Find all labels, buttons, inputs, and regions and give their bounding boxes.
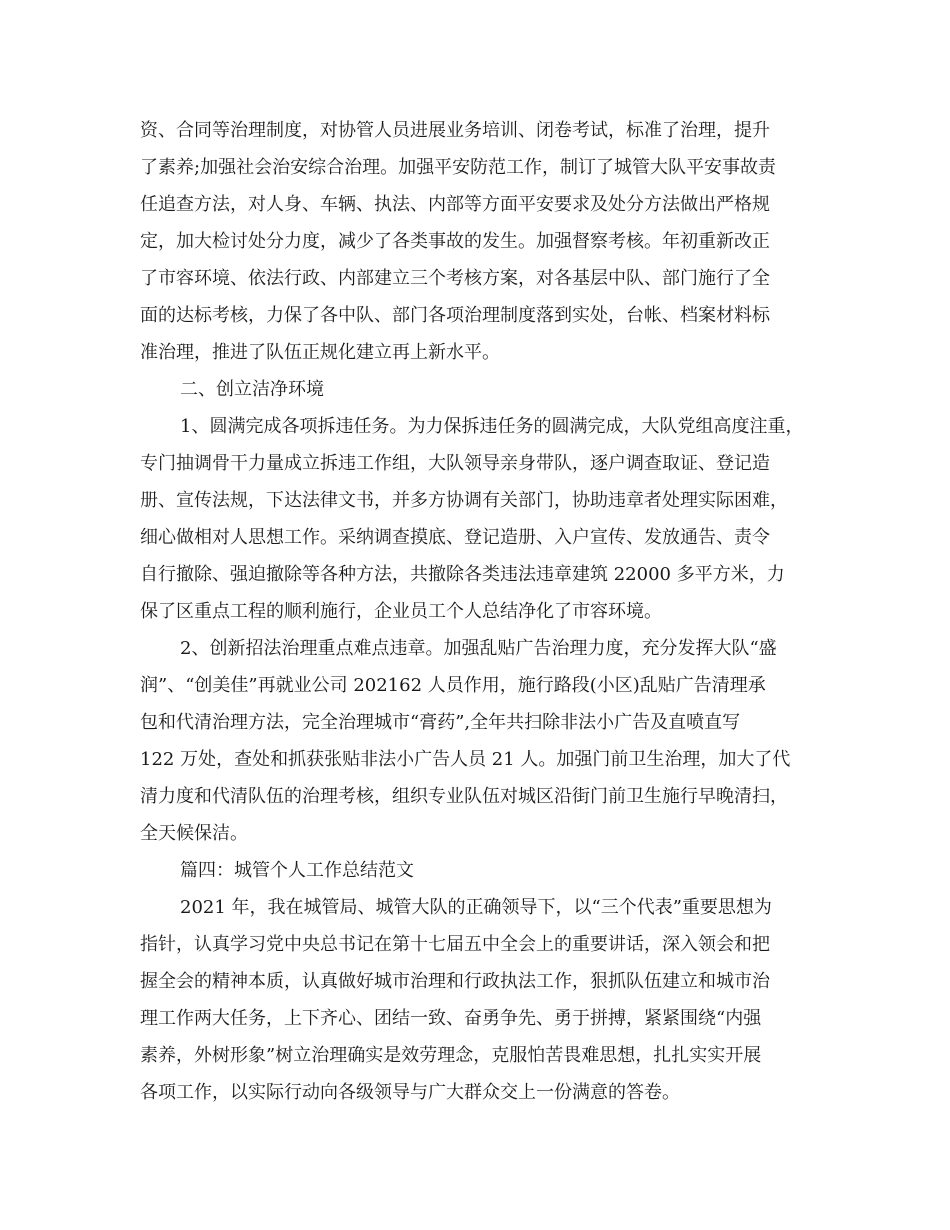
text-line: 专门抽调骨干力量成立拆违工作组，大队领导亲身带队，逐户调查取证、登记造	[140, 453, 770, 474]
text-line: 准治理，推进了队伍正规化建立再上新水平。	[140, 342, 500, 363]
paragraph-first-line: 2、创新招法治理重点难点违章。加强乱贴广告治理力度，充分发挥大队“盛	[180, 638, 777, 659]
text-line: 握全会的精神本质，认真做好城市治理和行政执法工作，狠抓队伍建立和城市治	[140, 971, 770, 992]
text-line: 素养，外树形象”树立治理确实是效劳理念，克服怕苦畏难思想，扎扎实实开展	[140, 1045, 762, 1066]
section-heading: 篇四：城管个人工作总结范文	[180, 860, 414, 881]
paragraph-first-line: 2021 年，我在城管局、城管大队的正确领导下，以“三个代表”重要思想为	[180, 897, 772, 918]
text-line: 定，加大检讨处分力度，减少了各类事故的发生。加强督察考核。年初重新改正	[140, 231, 770, 252]
text-line: 包和代清治理方法，完全治理城市“膏药”,全年共扫除非法小广告及直喷直写	[140, 712, 741, 733]
text-line: 各项工作，以实际行动向各级领导与广大群众交上一份满意的答卷。	[140, 1082, 680, 1103]
text-line: 自行撤除、强迫撤除等各种方法，共撤除各类违法违章建筑 22000 多平方米，力	[140, 564, 785, 585]
text-line: 了素养;加强社会治安综合治理。加强平安防范工作，制订了城管大队平安事故责	[140, 157, 777, 178]
text-line: 细心做相对人思想工作。采纳调查摸底、登记造册、入户宣传、发放通告、责令	[140, 527, 770, 548]
text-line: 资、合同等治理制度，对协管人员进展业务培训、闭卷考试，标准了治理，提升	[140, 120, 770, 141]
text-line: 保了区重点工程的顺利施行，企业员工个人总结净化了市容环境。	[140, 601, 662, 622]
text-line: 122 万处，查处和抓获张贴非法小广告人员 21 人。加强门前卫生治理，加大了代	[140, 749, 791, 770]
text-line: 润”、“创美佳”再就业公司 202162 人员作用，施行路段(小区)乱贴广告清理承	[140, 675, 766, 696]
section-heading: 二、创立洁净环境	[180, 379, 324, 400]
text-line: 全天候保洁。	[140, 823, 248, 844]
text-line: 面的达标考核，力保了各中队、部门各项治理制度落到实处，台帐、档案材料标	[140, 305, 770, 326]
paragraph-first-line: 1、圆满完成各项拆违任务。为力保拆违任务的圆满完成，大队党组高度注重，	[180, 416, 804, 437]
text-line: 清力度和代清队伍的治理考核，组织专业队伍对城区沿街门前卫生施行早晚清扫，	[140, 786, 788, 807]
text-line: 任追查方法，对人身、车辆、执法、内部等方面平安要求及处分方法做出严格规	[140, 194, 770, 215]
text-line: 指针，认真学习党中央总书记在第十七届五中全会上的重要讲话，深入领会和把	[140, 934, 770, 955]
text-line: 册、宣传法规，下达法律文书，并多方协调有关部门，协助违章者处理实际困难，	[140, 490, 788, 511]
text-line: 理工作两大任务，上下齐心、团结一致、奋勇争先、勇于拼搏，紧紧围绕“内强	[140, 1008, 762, 1029]
text-line: 了市容环境、依法行政、内部建立三个考核方案，对各基层中队、部门施行了全	[140, 268, 770, 289]
